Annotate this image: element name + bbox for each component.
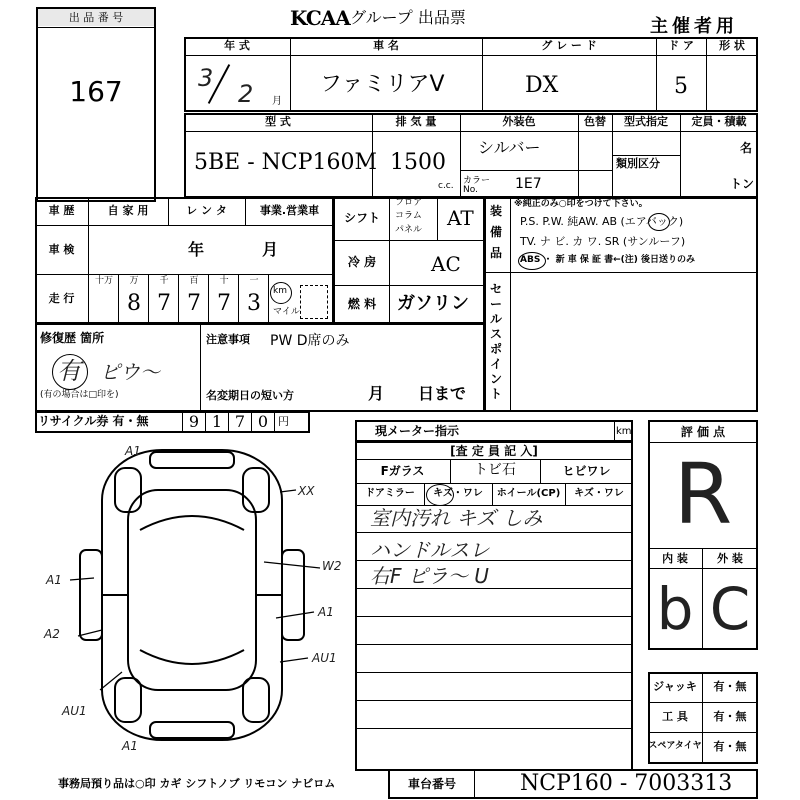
inspector-cell: ホイール(CP)	[496, 488, 561, 499]
doors: 5	[674, 74, 688, 99]
mileage-digit: 8	[127, 291, 141, 316]
damage-mark: AU1	[312, 651, 337, 665]
digit-label: 千	[159, 276, 169, 286]
car-name-label: 車 名	[373, 39, 399, 52]
displacement: 1500	[390, 150, 446, 175]
notes-value: PW D席のみ	[270, 333, 350, 349]
own-use-option: 自 家 用	[107, 204, 149, 217]
recycle-digit: 9	[188, 412, 200, 431]
month-unit: 月	[272, 96, 282, 107]
equipment-line: ABS ・ 新 車 保 証 書←(注) 後日送りのみ	[520, 255, 696, 265]
office-items: 事務局預り品は○印 カギ シフトノブ リモコン ナビロム	[58, 777, 336, 790]
sponsor-label: 主催者用	[650, 16, 738, 37]
inspector-label: [査 定 員 記 入]	[450, 444, 538, 458]
displacement-label: 排 気 量	[395, 115, 437, 128]
equipment-label-char: 備	[490, 225, 503, 239]
color-change-label: 色替	[584, 115, 606, 128]
abs-circle	[518, 252, 546, 270]
ac-value: AC	[431, 252, 461, 276]
model: 5BE - NCP160M	[194, 150, 378, 175]
repair-handwritten-note: ピウ〜	[100, 360, 160, 384]
name-change-month: 月	[368, 384, 385, 403]
grade: DX	[525, 73, 559, 98]
evaluation-label: 評 価 点	[680, 425, 726, 439]
recycle-digit: 1	[211, 412, 223, 431]
chassis-number: NCP160 - 7003313	[520, 771, 733, 796]
mile-label: マイル	[273, 307, 300, 317]
recycle-digit: 0	[257, 412, 269, 431]
exterior-color-label: 外装色	[502, 115, 536, 128]
exterior-score: C	[709, 575, 751, 643]
equipment-label-char: 品	[490, 246, 503, 260]
recycle-label: リサイクル券 有・無	[38, 414, 149, 428]
inspector-cell: キズ・ワレ	[433, 488, 483, 499]
capacity-label: 定員・積載	[691, 115, 747, 128]
repair-sub-label: (有の場合は□印を)	[40, 390, 119, 400]
damage-mark: A2	[44, 627, 60, 641]
form-title: .グループ 出品票	[345, 8, 466, 27]
damage-mark: A1	[122, 739, 138, 753]
fuel-label: 燃 料	[347, 297, 377, 311]
mileage-digit: 7	[217, 291, 231, 316]
tool-label: 工 具	[662, 710, 688, 723]
digit-label: 十万	[94, 276, 113, 286]
inspection-label: 車 検	[48, 243, 75, 256]
jack-value: 有・無	[713, 680, 747, 693]
shift-option: コラム	[395, 211, 422, 221]
repair-label: 修復歴 箇所	[40, 331, 105, 345]
equipment-line: TV. ナ ビ. カ ワ. SR (サンルーフ)	[520, 235, 686, 248]
damage-mark: W2	[322, 559, 342, 573]
type-designation-label: 型式指定	[624, 115, 668, 128]
meter-label: 現メーター指示	[375, 424, 460, 438]
color-no-label: カラーNo.	[463, 176, 491, 195]
car-name: ファミリアV	[320, 72, 445, 97]
inspector-cell: ヒビワレ	[562, 464, 611, 478]
ac-label: 冷 房	[347, 255, 377, 269]
damage-mark: A1	[318, 605, 334, 619]
inspector-cell: キズ・ワレ	[574, 488, 624, 499]
inspection-year: 年	[188, 240, 205, 259]
name-change-label: 名変期日の短い方	[206, 389, 294, 402]
exterior-label: 外 装	[717, 552, 743, 565]
notes-label: 注意事項	[206, 333, 250, 346]
inspector-comment: 室内汚れ キズ しみ	[370, 506, 543, 530]
interior-label: 内 装	[662, 552, 688, 565]
shift-option: フロア	[395, 198, 423, 208]
evaluation-score: R	[673, 445, 733, 543]
brand-logo: KCAA	[290, 6, 350, 30]
month-value: 2	[238, 80, 254, 108]
rental-option: レ ン タ	[186, 204, 227, 217]
spare-value: 有・無	[713, 740, 747, 753]
spare-label: スペアタイヤ	[648, 741, 702, 751]
recycle-unit: 円	[278, 415, 289, 428]
inspector-comment: 右F ピラ〜 U	[370, 564, 489, 588]
inspector-comment: ハンドルスレ	[370, 538, 490, 562]
inspector-cell: ドアミラー	[365, 488, 415, 499]
repair-handwritten: 有	[57, 357, 81, 385]
chassis-label: 車台番号	[407, 777, 456, 791]
ab-circle	[648, 213, 670, 231]
damage-mark: XX	[298, 484, 315, 498]
equipment-note: ※純正のみ○印をつけて下さい。	[514, 199, 648, 209]
damage-mark: AU1	[62, 704, 87, 718]
recycle-digit: 7	[234, 412, 246, 431]
shift-value: AT	[447, 206, 474, 230]
mileage-digit: 7	[157, 291, 171, 316]
interior-score: b	[656, 575, 694, 643]
equipment-block	[484, 197, 758, 412]
jack-label: ジャッキ	[653, 680, 697, 693]
km-label: km	[273, 286, 287, 296]
tons-unit: トン	[730, 177, 755, 191]
category-label: 類別区分	[616, 157, 660, 170]
year-label: 年 式	[224, 39, 250, 52]
shape-label: 形 状	[719, 39, 745, 52]
lot-number-label: 出 品 番 号	[38, 9, 154, 26]
exterior-color: シルバー	[478, 138, 541, 157]
doors-label: ド ア	[668, 39, 694, 52]
grade-label: グ レ ー ド	[541, 39, 597, 52]
mileage-digit: 7	[187, 291, 201, 316]
digit-label: 万	[129, 276, 139, 286]
name-change-day: 日まで	[418, 384, 467, 403]
business-option: 事業.営業車	[259, 204, 320, 217]
shift-option: パネル	[395, 225, 423, 235]
color-no: 1E7	[515, 176, 542, 192]
tool-value: 有・無	[713, 710, 747, 723]
scratch-circle	[426, 484, 454, 506]
year-value: 3	[198, 64, 214, 92]
digit-label: 百	[189, 276, 199, 286]
digit-label: 一	[249, 276, 259, 286]
damage-mark: A1	[125, 444, 141, 458]
fuel-value: ガソリン	[397, 293, 469, 314]
model-label: 型 式	[265, 115, 291, 128]
cc-unit: c.c.	[438, 181, 454, 191]
history-label: 車 歴	[48, 204, 75, 217]
inspector-cell: Fガラス	[380, 464, 425, 478]
digit-label: 十	[219, 276, 229, 286]
meter-unit: km	[616, 426, 632, 437]
sales-point-label: セールスポイント	[489, 282, 502, 401]
mile-box	[300, 285, 328, 319]
damage-mark: A1	[46, 573, 62, 587]
shift-label: シフト	[343, 211, 380, 225]
mileage-digit: 3	[247, 291, 261, 316]
inspector-cell: トビ石	[474, 462, 516, 478]
mileage-label: 走 行	[48, 292, 75, 305]
inspection-month: 月	[262, 240, 279, 259]
lot-number: 167	[69, 75, 123, 108]
equipment-label-char: 装	[490, 204, 503, 218]
persons-unit: 名	[740, 141, 753, 155]
equipment-line: P.S. P.W. 純AW. AB (エアバック)	[520, 215, 684, 228]
